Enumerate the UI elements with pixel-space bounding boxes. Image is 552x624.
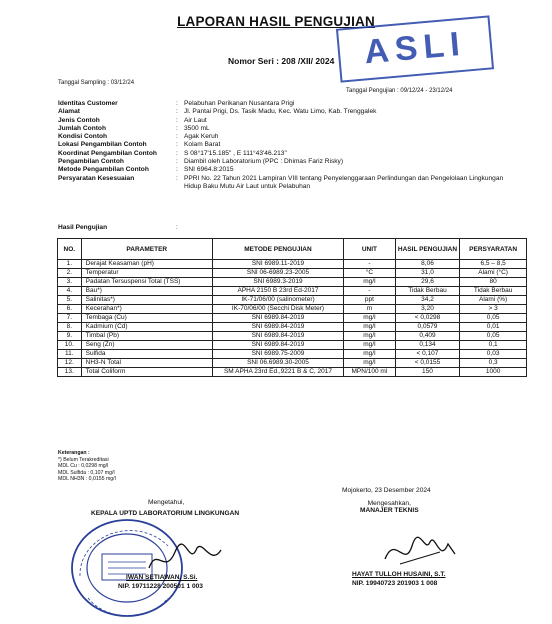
cell-no: 10.	[58, 341, 82, 350]
cell-result: 0,0579	[395, 323, 460, 332]
meta-label: Jumlah Contoh	[58, 124, 106, 132]
meta-row: Koordinat Pengambilan Contoh : S 08°17'15.185" , E 111°43'46.213"	[58, 150, 504, 158]
cell-unit: mg/l	[344, 332, 396, 341]
acknowledge-caption: Mengetahui,	[148, 499, 185, 506]
cell-unit: mg/l	[344, 350, 396, 359]
cell-parameter: Sulfida	[81, 350, 212, 359]
cell-requirement: Tidak Berbau	[460, 287, 527, 296]
meta-row: Identitas Customer : Pelabuhan Perikanan Nusantara Prigi	[58, 100, 504, 108]
table-row	[58, 314, 527, 323]
table-row	[58, 269, 527, 278]
notes-heading: Keterangan :	[58, 450, 90, 456]
cell-unit: MPN/100 ml	[344, 368, 396, 377]
cell-result: 8,06	[395, 260, 460, 269]
meta-row: Lokasi Pengambilan Contoh : Kolam Barat	[58, 141, 504, 149]
cell-unit: °C	[344, 269, 396, 278]
meta-label: Persyaratan Kesesuaian	[58, 174, 135, 182]
note-line: MDL Sulfida : 0,107 mg/l	[58, 469, 115, 476]
table-row	[58, 332, 527, 341]
meta-label: Koordinat Pengambilan Contoh	[58, 149, 157, 157]
cell-result: 150	[395, 368, 460, 377]
cell-method: SNI 6989.84-2019	[212, 314, 343, 323]
cell-method: IK-70/06/00 (Secchi Disk Meter)	[212, 305, 343, 314]
cell-unit: ppt	[344, 296, 396, 305]
signature-left	[145, 538, 225, 578]
col-parameter: PARAMETER	[81, 239, 212, 260]
cell-requirement: 6,5 – 8,5	[460, 260, 527, 269]
cell-method: APHA 2150 B 23rd Ed-2017	[212, 287, 343, 296]
cell-method: SNI 6989.84-2019	[212, 341, 343, 350]
table-row	[58, 287, 527, 296]
meta-value: Air Laut	[184, 116, 207, 124]
col-result: HASIL PENGUJIAN	[395, 239, 460, 260]
cell-no: 7.	[58, 314, 82, 323]
cell-requirement: Alami (%)	[460, 296, 527, 305]
meta-row: Metode Pengambilan Contoh : SNI 6964.8:2015	[58, 166, 504, 174]
meta-row: Jenis Contoh : Air Laut	[58, 117, 504, 125]
table-row	[58, 350, 527, 359]
cell-parameter: Kadmium (Cd)	[81, 323, 212, 332]
cell-unit: mg/l	[344, 323, 396, 332]
cell-requirement: 0,05	[460, 314, 527, 323]
manager-name: HAYAT TULLOH HUSAINI, S.T.	[352, 571, 446, 578]
cell-parameter: Bau*)	[81, 287, 212, 296]
note-line: *) Belum Terakreditasi	[58, 456, 109, 463]
meta-label: Identitas Customer	[58, 100, 118, 107]
cell-no: 6.	[58, 305, 82, 314]
cell-parameter: Padatan Tersuspensi Total (TSS)	[81, 278, 212, 287]
meta-value: Agak Keruh	[184, 133, 219, 141]
head-role: KEPALA UPTD LABORATORIUM LINGKUNGAN	[91, 510, 240, 517]
table-row	[58, 305, 527, 314]
table-row	[58, 359, 527, 368]
cell-requirement: 0,01	[460, 323, 527, 332]
cell-unit: mg/l	[344, 278, 396, 287]
cell-result: 3,20	[395, 305, 460, 314]
cell-no: 11.	[58, 350, 82, 359]
cell-result: 34,2	[395, 296, 460, 305]
cell-no: 4.	[58, 287, 82, 296]
place-date: Mojokerto, 23 Desember 2024	[342, 487, 431, 494]
results-colon: :	[176, 224, 178, 231]
meta-value: PPRI No. 22 Tahun 2021 Lampiran VIII tentang Penyelenggaraan Perlindungan dan Pengelolaan Lingkungan Hidup Baku Mutu Air Laut untuk Pelabuhan	[184, 174, 504, 190]
cell-requirement: 0,05	[460, 332, 527, 341]
table-row	[58, 323, 527, 332]
cell-result: Tidak Berbau	[395, 287, 460, 296]
cell-result: 0,134	[395, 341, 460, 350]
cell-no: 1.	[58, 260, 82, 269]
cell-result: < 0,0298	[395, 314, 460, 323]
table-row	[58, 278, 527, 287]
meta-label: Kondisi Contoh	[58, 133, 108, 141]
cell-method: SNI 6989.75-2009	[212, 350, 343, 359]
cell-parameter: Kecerahan*)	[81, 305, 212, 314]
meta-row: Persyaratan Kesesuaian : PPRI No. 22 Tahun 2021 Lampiran VIII tentang Penyelenggaraan Perlindungan dan Pengelolaan Lingkungan Hidup Baku Mutu Air Laut untuk Pelabuhan	[58, 174, 504, 190]
approval-role: MANAJER TEKNIS	[360, 507, 419, 514]
table-header-row	[58, 239, 527, 260]
signature-right	[380, 524, 460, 574]
col-requirement: PERSYARATAN	[460, 239, 527, 260]
cell-unit: mg/l	[344, 341, 396, 350]
cell-no: 9.	[58, 332, 82, 341]
cell-parameter: Seng (Zn)	[81, 341, 212, 350]
cell-method: SM APHA 23rd Ed.,9221 B & C, 2017	[212, 368, 343, 377]
cell-parameter: NH3-N Total	[81, 359, 212, 368]
cell-no: 13.	[58, 368, 82, 377]
cell-unit: -	[344, 260, 396, 269]
meta-label: Metode Pengambilan Contoh	[58, 166, 149, 174]
head-name: IWAN SETIAWAN, S.Si.	[126, 574, 198, 581]
cell-no: 3.	[58, 278, 82, 287]
table-row	[58, 341, 527, 350]
cell-method: SNI 06-6989.23-2005	[212, 269, 343, 278]
meta-row: Pengambilan Contoh : Diambil oleh Laboratorium (PPC : Dhimas Fariz Risky)	[58, 158, 504, 166]
cell-result: < 0,107	[395, 350, 460, 359]
cell-parameter: Derajat Keasaman (pH)	[81, 260, 212, 269]
cell-result: 31,0	[395, 269, 460, 278]
manager-nip: NIP. 19940723 201903 1 008	[352, 580, 438, 587]
cell-method: SNI 06.6989.30-2005	[212, 359, 343, 368]
cell-no: 8.	[58, 323, 82, 332]
head-nip: NIP. 19711228 200501 1 003	[118, 583, 203, 590]
meta-value: Diambil oleh Laboratorium (PPC : Dhimas Fariz Risky)	[184, 158, 344, 166]
asli-stamp: ASLI	[336, 15, 494, 82]
cell-requirement: 1000	[460, 368, 527, 377]
meta-value: 3500 mL	[184, 124, 210, 132]
table-row	[58, 368, 527, 377]
meta-label: Pengambilan Contoh	[58, 158, 124, 166]
cell-requirement: Alami (°C)	[460, 269, 527, 278]
col-unit: UNIT	[344, 239, 396, 260]
cell-requirement: 0,3	[460, 359, 527, 368]
results-heading: Hasil Pengujian	[58, 224, 108, 231]
approval-block	[360, 500, 419, 514]
cell-result: 29,6	[395, 278, 460, 287]
meta-row: Jumlah Contoh : 3500 mL	[58, 125, 504, 133]
note-line: MDL Cu : 0,0298 mg/l	[58, 463, 109, 470]
meta-label: Lokasi Pengambilan Contoh	[58, 141, 147, 149]
cell-parameter: Salinitas*)	[81, 296, 212, 305]
serial-number: Nomor Seri : 208 /XII/ 2024	[228, 56, 335, 66]
sample-metadata	[58, 100, 504, 191]
cell-result: 0,409	[395, 332, 460, 341]
cell-parameter: Temperatur	[81, 269, 212, 278]
cell-unit: mg/l	[344, 359, 396, 368]
meta-value: S 08°17'15.185" , E 111°43'46.213"	[184, 149, 287, 157]
meta-label: Jenis Contoh	[58, 116, 100, 124]
meta-value: Jl. Pantai Prigi, Ds. Tasik Madu, Kec. Watu Limo, Kab. Trenggalek	[184, 108, 377, 116]
cell-no: 12.	[58, 359, 82, 368]
cell-unit: -	[344, 287, 396, 296]
cell-parameter: Total Coliform	[81, 368, 212, 377]
cell-method: SNI 6989.11-2019	[212, 260, 343, 269]
table-row	[58, 260, 527, 269]
cell-no: 2.	[58, 269, 82, 278]
sampling-date: Tanggal Sampling : 03/12/24	[58, 80, 135, 86]
cell-method: SNI 6989.84-2019	[212, 332, 343, 341]
meta-value: Pelabuhan Perikanan Nusantara Prigi	[184, 100, 295, 107]
meta-row: Alamat : Jl. Pantai Prigi, Ds. Tasik Madu, Kec. Watu Limo, Kab. Trenggalek	[58, 108, 504, 116]
cell-no: 5.	[58, 296, 82, 305]
cell-requirement: 0,03	[460, 350, 527, 359]
table-row	[58, 296, 527, 305]
cell-unit: m	[344, 305, 396, 314]
approval-caption: Mengesahkan,	[367, 500, 411, 507]
testing-date: Tanggal Pengujian : 09/12/24 - 23/12/24	[346, 88, 453, 94]
results-table	[57, 238, 527, 377]
cell-method: IK-71/06/00 (salinometer)	[212, 296, 343, 305]
cell-method: SNI 6989.84-2019	[212, 323, 343, 332]
meta-label: Alamat	[58, 108, 80, 116]
meta-value: SNI 6964.8:2015	[184, 166, 234, 174]
col-no: NO.	[58, 239, 82, 260]
meta-row: Kondisi Contoh : Agak Keruh	[58, 133, 504, 141]
cell-unit: mg/l	[344, 314, 396, 323]
cell-requirement: 80	[460, 278, 527, 287]
meta-value: Kolam Barat	[184, 141, 221, 149]
cell-result: < 0,0155	[395, 359, 460, 368]
col-method: METODE PENGUJIAN	[212, 239, 343, 260]
cell-requirement: 0,1	[460, 341, 527, 350]
cell-method: SNI 6989.3-2019	[212, 278, 343, 287]
notes	[58, 450, 116, 483]
cell-requirement: > 3	[460, 305, 527, 314]
report-title: LAPORAN HASIL PENGUJIAN	[177, 14, 375, 29]
note-line: MDL NH3N : 0,0155 mg/l	[58, 476, 116, 483]
cell-parameter: Tembaga (Cu)	[81, 314, 212, 323]
cell-parameter: Timbal (Pb)	[81, 332, 212, 341]
